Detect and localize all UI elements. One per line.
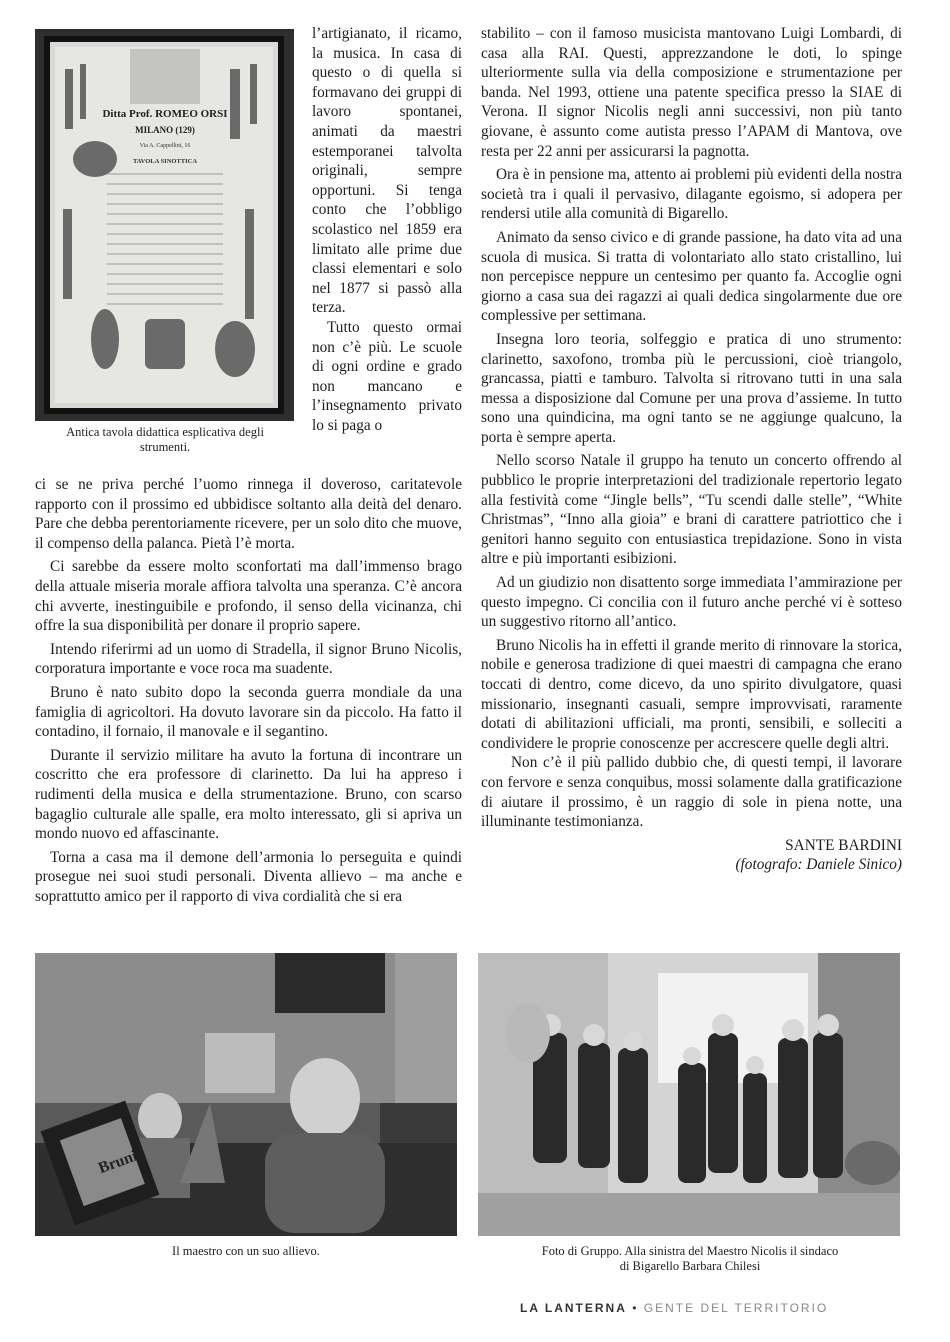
footer-separator: •: [632, 1301, 639, 1315]
article-paragraph: Ci sarebbe da essere molto sconfortati ma dall’immenso brago della attuale miseria morale affiora talvolta una speranza. C’è ancora chi avverte, inestinguibile e profondo, il senso della vicinanza, chi offre la sua disponibilità per donare il proprio sapere.: [35, 558, 462, 635]
article-paragraph: Torna a casa ma il demone dell’armonia lo perseguita e quindi prosegue nei suoi studi personali. Diventa allievo – ma anche e soprattutto amico per il rapporto di viva cordialità che si era: [35, 848, 462, 905]
group-photo-caption: Foto di Gruppo. Alla sinistra del Maestro Nicolis il sindaco di Bigarello Barbara Chilesi: [541, 1244, 839, 1273]
poster-photo: [35, 29, 294, 421]
article-paragraph: Ad un giudizio non disattento sorge immediata l’ammirazione per questo impegno. Ci concilia con il futuro anche perché vi è sotteso un suggestivo ritorno all’antico.: [481, 574, 902, 631]
magazine-name: LA LANTERNA: [520, 1301, 627, 1315]
article-paragraph: Animato da senso civico e di grande passione, ha dato vita ad una scuola di musica. Si tratta di volontariato allo stato cristallino, lui non percepisce neppure un centesimo per quanto fa. Accoglie ogni giorno a casa sua dei ragazzi ai quali dedica singolarmente due ore complessive per settimana.: [481, 228, 902, 325]
section-name: GENTE DEL TERRITORIO: [643, 1301, 829, 1315]
article-paragraph: stabilito – con il famoso musicista mantovano Luigi Lombardi, di casa alla RAI. Questi, apprezzandone le doti, lo spinge ulteriormente sulla via della composizione e strumentazione per banda. Nel 1993, ottiene una patente specifica presso la SIAE di Verona. Il signor Nicolis negli anni successivi, non più tanto giovane, è assunto come autista presso l’APAM di Mantova, ove resta per 22 anni per assicurarsi la pagnotta.: [481, 25, 902, 160]
poster-caption: Antica tavola didattica esplicativa degli strumenti.: [66, 425, 264, 454]
article-paragraph: Bruno Nicolis ha in effetti il grande merito di rinnovare la storica, nobile e generosa tradizione di quei maestri di campagna che erano toccati di dentro, come dicevo, da uno spirito divulgatore, quasi missionario, insegnanti casuali, sempre improvvisati, raramente dotati di abilitazioni ufficiali, ma pronti, sensibili, e solleciti a condividere le proprie conoscenze per accrescere quelle degli altri.: [481, 636, 902, 752]
article-paragraph: ci se ne priva perché l’uomo rinnega il doveroso, caritatevole rapporto con il prossimo ed ubbidisce soltanto alla deità del denaro. Pare che debba perentoriamente ricevere, per un solo dito che muove, il compenso della palanca. Pietà l’è morta.: [35, 476, 462, 552]
article-column-1-top: [312, 24, 462, 435]
teacher-student-caption: Il maestro con un suo allievo.: [172, 1244, 320, 1258]
book-title: Bruni: [96, 1147, 140, 1178]
author-signature: SANTE BARDINI: [785, 836, 902, 854]
poster-table-title: TAVOLA SINOTTICA: [132, 158, 198, 165]
poster-heading: Ditta Prof. ROMEO ORSI: [102, 108, 228, 120]
article-paragraph: Durante il servizio militare ha avuto la fortuna di incontrare un coscritto che era professore di clarinetto. Da lui ha appreso i rudimenti della musica e della strumentazione. Bruno, con scarso bagaglio culturale alle spalle, era molto interessato, gli si apriva un mondo nuovo ed affascinante.: [35, 746, 462, 843]
article-paragraph: Intendo riferirmi ad un uomo di Stradella, il signor Bruno Nicolis, corporatura importante e voce roca ma suadente.: [35, 640, 462, 678]
article-column-1: [35, 475, 462, 906]
article-paragraph: Insegna loro teoria, solfeggio e pratica di uno strumento: clarinetto, saxofono, tromba più le percussioni, cioè triangolo, grancassa, piatti e tamburo. Talvolta si ritrovano tutti in una sala messa a disposizione dal Comune per una prova d’assieme. In tutto sono una quindicina, ma ogni tanto se ne aggiunge qualcuno, la porta è sempre aperta.: [481, 330, 902, 446]
article-paragraph: Non c’è il più pallido dubbio che, di questi tempi, il lavorare con fervore e senza conquibus, mossi solamente dalla gratificazione di aiutare il prossimo, è un raggio di sole in piena notte, una illuminante testimonianza.: [481, 754, 902, 831]
article-paragraph: l’artigianato, il ricamo, la musica. In casa di questo o di quella si formavano dei gruppi di lavoro spontanei, animati da maestri estemporanei talvolta originali, sempre opportuni. Si tenga conto che l’obbligo scolastico nel 1859 era limitato alle prime due classi elementari e solo nel 1877 si passò alla terza.: [312, 25, 462, 317]
article-column-2: [481, 24, 902, 875]
poster-illustration: [35, 29, 294, 421]
article-paragraph: Bruno è nato subito dopo la seconda guerra mondiale da una famiglia di agricoltori. Ha dovuto lavorare sin da piccolo. Ha fatto il contadino, il fornaio, il manovale e il segantino.: [35, 683, 462, 741]
teacher-student-photo: [35, 953, 457, 1236]
article-paragraph: Tutto questo ormai non c’è più. Le scuole di ogni ordine e grado non mancano e l’insegnamento privato lo si paga o: [312, 318, 462, 434]
teacher-student-scene: [35, 953, 457, 1236]
group-scene: [478, 953, 900, 1236]
page-footer: [520, 1301, 829, 1315]
article-paragraph: Ora è in pensione ma, attento ai problemi più evidenti della nostra società tra i quali il pervasivo, dilagante egoismo, si adopera per rendersi utile alla comunità di Bigarello.: [481, 166, 902, 223]
photographer-credit: (fotografo: Daniele Sinico): [735, 856, 902, 874]
poster-city: MILANO (129): [135, 125, 195, 135]
article-paragraph: Nello scorso Natale il gruppo ha tenuto un concerto offrendo al pubblico le proprie interpretazioni del tradizionale repertorio legato alla festività come “Jingle bells”, “Tu scendi dalle stelle”, “White Christmas”, “Inno alla gioia” e brani di carattere patriottico che i genitori hanno seguito con entusiastica trepidazione. Sono in vista altre e più importanti esibizioni.: [481, 452, 902, 568]
poster-address: Via A. Cappellini, 16: [139, 143, 191, 149]
group-photo: [478, 953, 900, 1236]
